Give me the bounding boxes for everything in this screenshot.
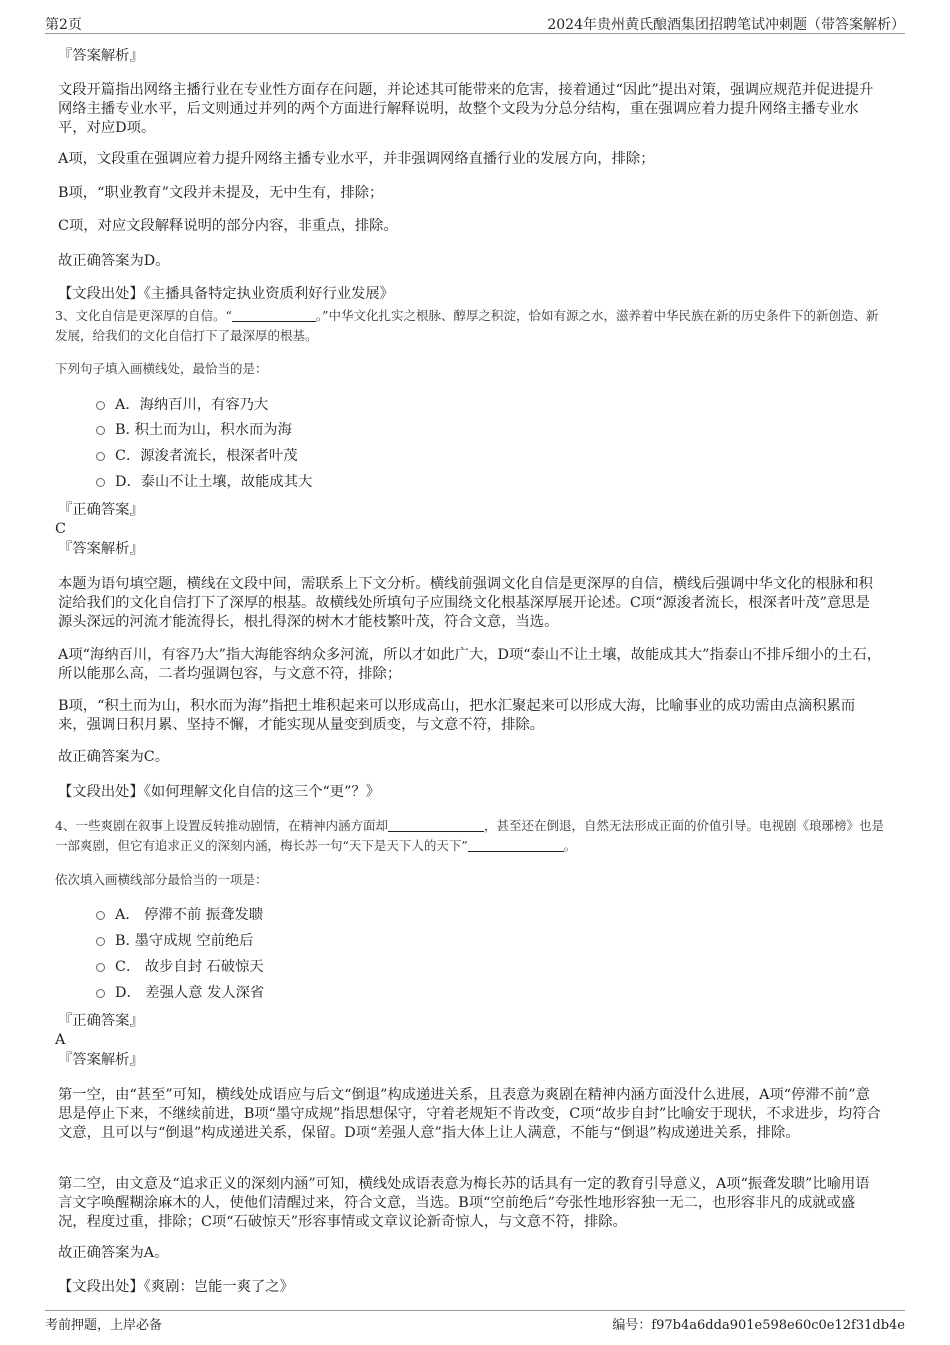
- document-id: 编号：f97b4a6dda901e598e60c0e12f31db4e: [612, 1318, 905, 1333]
- q3-answer-label: 『正确答案』: [58, 502, 144, 518]
- q4-blank-2: [468, 838, 564, 852]
- option-label: D．泰山不让土壤，故能成其大: [115, 474, 313, 490]
- radio-icon[interactable]: [96, 963, 105, 972]
- option-label: C．源浚者流长，根深者叶茂: [115, 448, 298, 464]
- q4-stem: [55, 816, 890, 856]
- footer-slogan: 考前押题，上岸必备: [45, 1318, 163, 1333]
- radio-icon[interactable]: [96, 426, 105, 435]
- q4-stem-part: 4、一些爽剧在叙事上设置反转推动剧情，在精神内涵方面却: [55, 818, 388, 833]
- q3-source: 【文段出处】《如何理解文化自信的这三个“更”？》: [58, 784, 380, 800]
- radio-icon[interactable]: [96, 937, 105, 946]
- q3-analysis-label: 『答案解析』: [58, 541, 144, 557]
- q4-option-a[interactable]: [96, 906, 263, 925]
- q4-analysis-paragraph: 第二空，由文意及“追求正义的深刻内涵”可知，横线处成语表意为梅长苏的话具有一定的教育引导意义，A项“振聋发聩”比喻用语言文字唤醒糊涂麻木的人，使他们清醒过来，符合文意，当选。B项“空前绝后”夸张性地形容独一无二，也形容非凡的成就或盛况，程度过重，排除；C项“石破惊天”形容事情或文章议论新奇惊人，与文意不符，排除。: [58, 1176, 870, 1230]
- q3-stem-part: 。”中华文化扎实之根脉、醇厚之积淀，恰如有源之水，滋养着中华民族在新的历史条件下的新创造、新发展，给我们的文化自信打下了最深厚的根基。: [55, 308, 879, 343]
- option-label: D． 差强人意 发人深省: [115, 985, 265, 1001]
- q2-conclusion: 故正确答案为D。: [58, 253, 170, 269]
- option-label: A．海纳百川，有容乃大: [115, 397, 269, 413]
- q2-analysis-paragraph: B项，“职业教育”文段并未提及，无中生有，排除；: [58, 185, 384, 201]
- q3-conclusion: 故正确答案为C。: [58, 749, 170, 765]
- q4-source: 【文段出处】《爽剧：岂能一爽了之》: [58, 1279, 294, 1295]
- q3-stem: [55, 306, 890, 346]
- document-title: 2024年贵州黄氏酿酒集团招聘笔试冲刺题（带答案解析）: [547, 17, 905, 33]
- q4-option-b[interactable]: [96, 932, 254, 951]
- q4-conclusion: 故正确答案为A。: [58, 1245, 169, 1261]
- radio-icon[interactable]: [96, 401, 105, 410]
- q4-option-d[interactable]: [96, 984, 264, 1003]
- radio-icon[interactable]: [96, 478, 105, 487]
- q2-analysis-paragraph: A项，文段重在强调应着力提升网络主播专业水平，并非强调网络直播行业的发展方向，排除；: [58, 151, 655, 167]
- q2-analysis-paragraph: C项，对应文段解释说明的部分内容，非重点，排除。: [58, 218, 398, 234]
- radio-icon[interactable]: [96, 452, 105, 461]
- q3-analysis-paragraph: B项，“积土而为山，积水而为海”指把土堆积起来可以形成高山，把水汇聚起来可以形成大海，比喻事业的成功需由点滴积累而来，强调日积月累、坚持不懈，才能实现从量变到质变，与文意不符，排除。: [58, 698, 856, 733]
- q3-option-a[interactable]: [96, 396, 268, 415]
- q4-analysis-label: 『答案解析』: [58, 1052, 144, 1068]
- q4-stem-part: ，甚至还在倒退，自然无法形成正面的价值引导。电视剧《琅琊榜》也是一部爽剧，但它有追求正义的深刻内涵，梅长苏一句“天下是天下人的天下”: [55, 818, 884, 853]
- q4-option-c[interactable]: [96, 958, 264, 977]
- q4-prompt: 依次填入画横线部分最恰当的一项是：: [55, 872, 268, 887]
- q4-answer-label: 『正确答案』: [58, 1013, 144, 1029]
- q4-analysis-paragraph: 第一空，由“甚至”可知，横线处成语应与后文“倒退”构成递进关系，且表意为爽剧在精神内涵方面没什么进展，A项“停滞不前”意思是停止下来，不继续前进，B项“墨守成规”指思想保守，守着老规矩不肯改变，C项“故步自封”比喻安于现状，不求进步，均符合文意，且可以与“倒退”构成递进关系，保留。D项“差强人意”指大体上让人满意，不能与“倒退”构成递进关系，排除。: [58, 1087, 881, 1141]
- q3-prompt: 下列句子填入画横线处，最恰当的是：: [55, 361, 268, 376]
- option-label: A． 停滞不前 振聋发聩: [115, 907, 264, 923]
- q3-stem-part: 3、文化自信是更深厚的自信。“: [55, 308, 232, 323]
- q2-analysis-paragraph: 文段开篇指出网络主播行业在专业性方面存在问题，并论述其可能带来的危害，接着通过“因此”提出对策，强调应规范并促进提升网络主播专业水平，后文则通过并列的两个方面进行解释说明，故整个文段为分总分结构，重在强调应着力提升网络主播专业水平，对应D项。: [58, 82, 874, 136]
- q3-analysis-paragraph: A项“海纳百川，有容乃大”指大海能容纳众多河流，所以才如此广大，D项“泰山不让土壤，故能成其大”指泰山不排斥细小的土石，所以能那么高，二者均强调包容，与文意不符，排除；: [58, 647, 882, 682]
- q3-answer: C: [55, 521, 66, 537]
- footer-divider: [45, 1310, 905, 1311]
- q3-option-d[interactable]: [96, 473, 312, 492]
- q4-stem-part: 。: [563, 838, 577, 853]
- q2-source: 【文段出处】《主播具备特定执业资质利好行业发展》: [58, 286, 394, 302]
- q3-analysis-paragraph: 本题为语句填空题，横线在文段中间，需联系上下文分析。横线前强调文化自信是更深厚的自信，横线后强调中华文化的根脉和积淀给我们的文化自信打下了深厚的根基。故横线处所填句子应围绕文化根基深厚展开论述。C项“源浚者流长，根深者叶茂”意思是源头深远的河流才能流得长，根扎得深的树木才能枝繁叶茂，符合文意，当选。: [58, 576, 873, 630]
- q4-blank-1: [388, 818, 484, 832]
- q3-option-c[interactable]: [96, 447, 298, 466]
- option-label: B. 墨守成规 空前绝后: [115, 933, 254, 949]
- q2-analysis-label: 『答案解析』: [58, 48, 144, 64]
- page-number: 第2页: [45, 17, 82, 33]
- option-label: C． 故步自封 石破惊天: [115, 959, 264, 975]
- header-divider: [45, 33, 905, 34]
- q3-option-b[interactable]: [96, 421, 292, 440]
- radio-icon[interactable]: [96, 911, 105, 920]
- option-label: B. 积土而为山，积水而为海: [115, 422, 292, 438]
- radio-icon[interactable]: [96, 989, 105, 998]
- q4-answer: A: [55, 1032, 66, 1048]
- q3-blank: [232, 308, 316, 322]
